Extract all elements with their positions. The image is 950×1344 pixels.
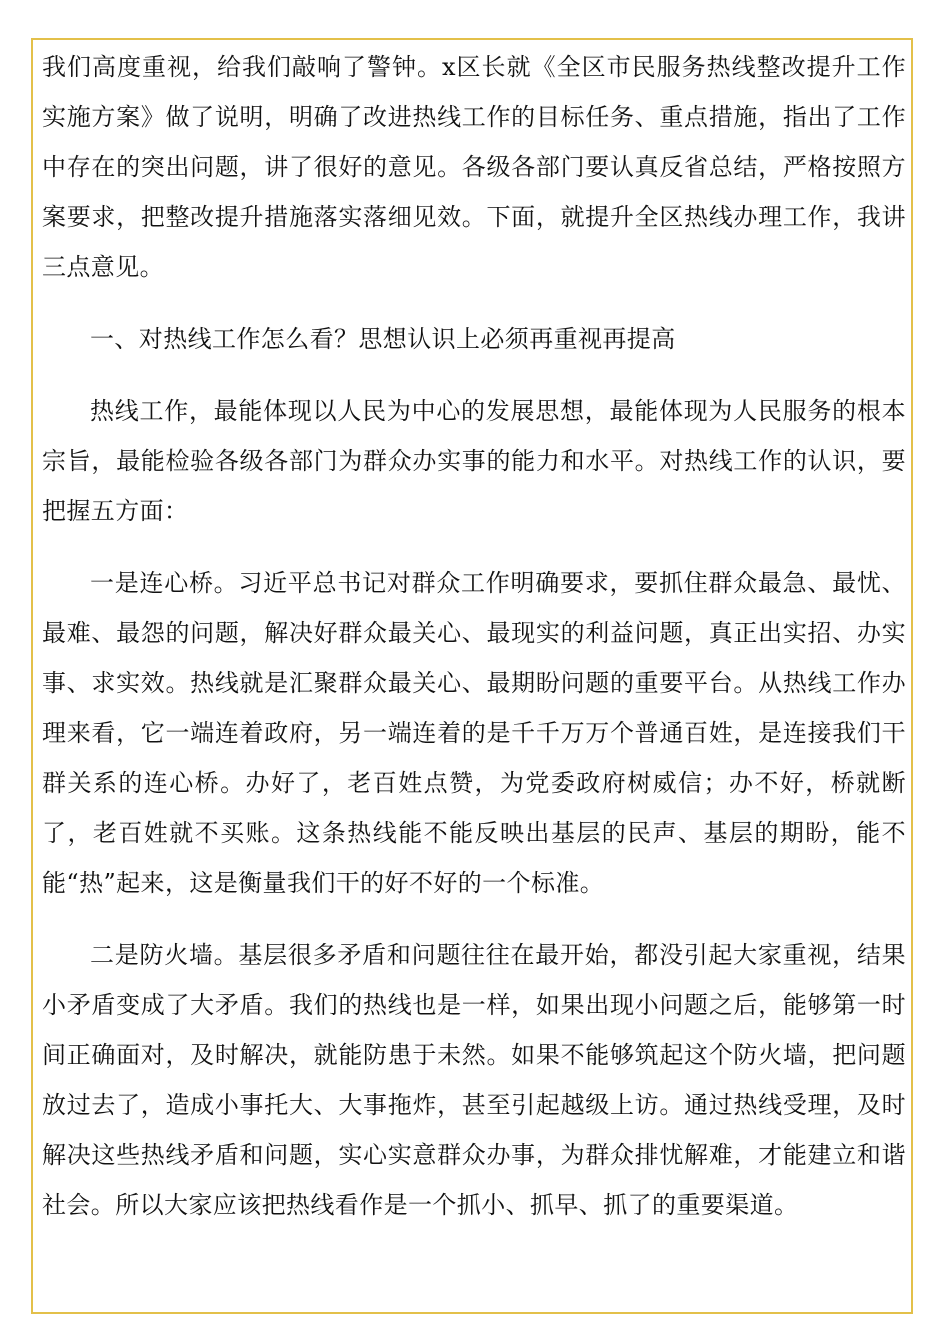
- paragraph-intro: 我们高度重视，给我们敲响了警钟。x区长就《全区市民服务热线整改提升工作实施方案》做了说明，明确了改进热线工作的目标任务、重点措施，指出了工作中存在的突出问题，讲了很好的意见。各级各部门要认真反省总结，严格按照方案要求，把整改提升措施落实落细见效。下面，就提升全区热线办理工作，我讲三点意见。: [42, 53, 906, 281]
- document-body: [42, 42, 906, 1230]
- paragraph-hotline-work: 热线工作，最能体现以人民为中心的发展思想，最能体现为人民服务的根本宗旨，最能检验各级各部门为群众办实事的能力和水平。对热线工作的认识，要把握五方面：: [42, 397, 906, 525]
- paragraph-firewall: 二是防火墙。基层很多矛盾和问题往往在最开始，都没引起大家重视，结果小矛盾变成了大矛盾。我们的热线也是一样，如果出现小问题之后，能够第一时间正确面对，及时解决，就能防患于未然。如果不能够筑起这个防火墙，把问题放过去了，造成小事托大、大事拖炸，甚至引起越级上访。通过热线受理，及时解决这些热线矛盾和问题，实心实意群众办事，为群众排忧解难，才能建立和谐社会。所以大家应该把热线看作是一个抓小、抓早、抓了的重要渠道。: [42, 941, 906, 1219]
- section-heading-1: 一、对热线工作怎么看？思想认识上必须再重视再提高: [90, 325, 676, 353]
- paragraph-bridge: 一是连心桥。习近平总书记对群众工作明确要求，要抓住群众最急、最忧、最难、最怨的问题，解决好群众最关心、最现实的利益问题，真正出实招、办实事、求实效。热线就是汇聚群众最关心、最期盼问题的重要平台。从热线工作办理来看，它一端连着政府，另一端连着的是千千万万个普通百姓，是连接我们干群关系的连心桥。办好了，老百姓点赞，为党委政府树威信；办不好，桥就断了，老百姓就不买账。这条热线能不能反映出基层的民声、基层的期盼，能不能“热”起来，这是衡量我们干的好不好的一个标准。: [42, 569, 906, 897]
